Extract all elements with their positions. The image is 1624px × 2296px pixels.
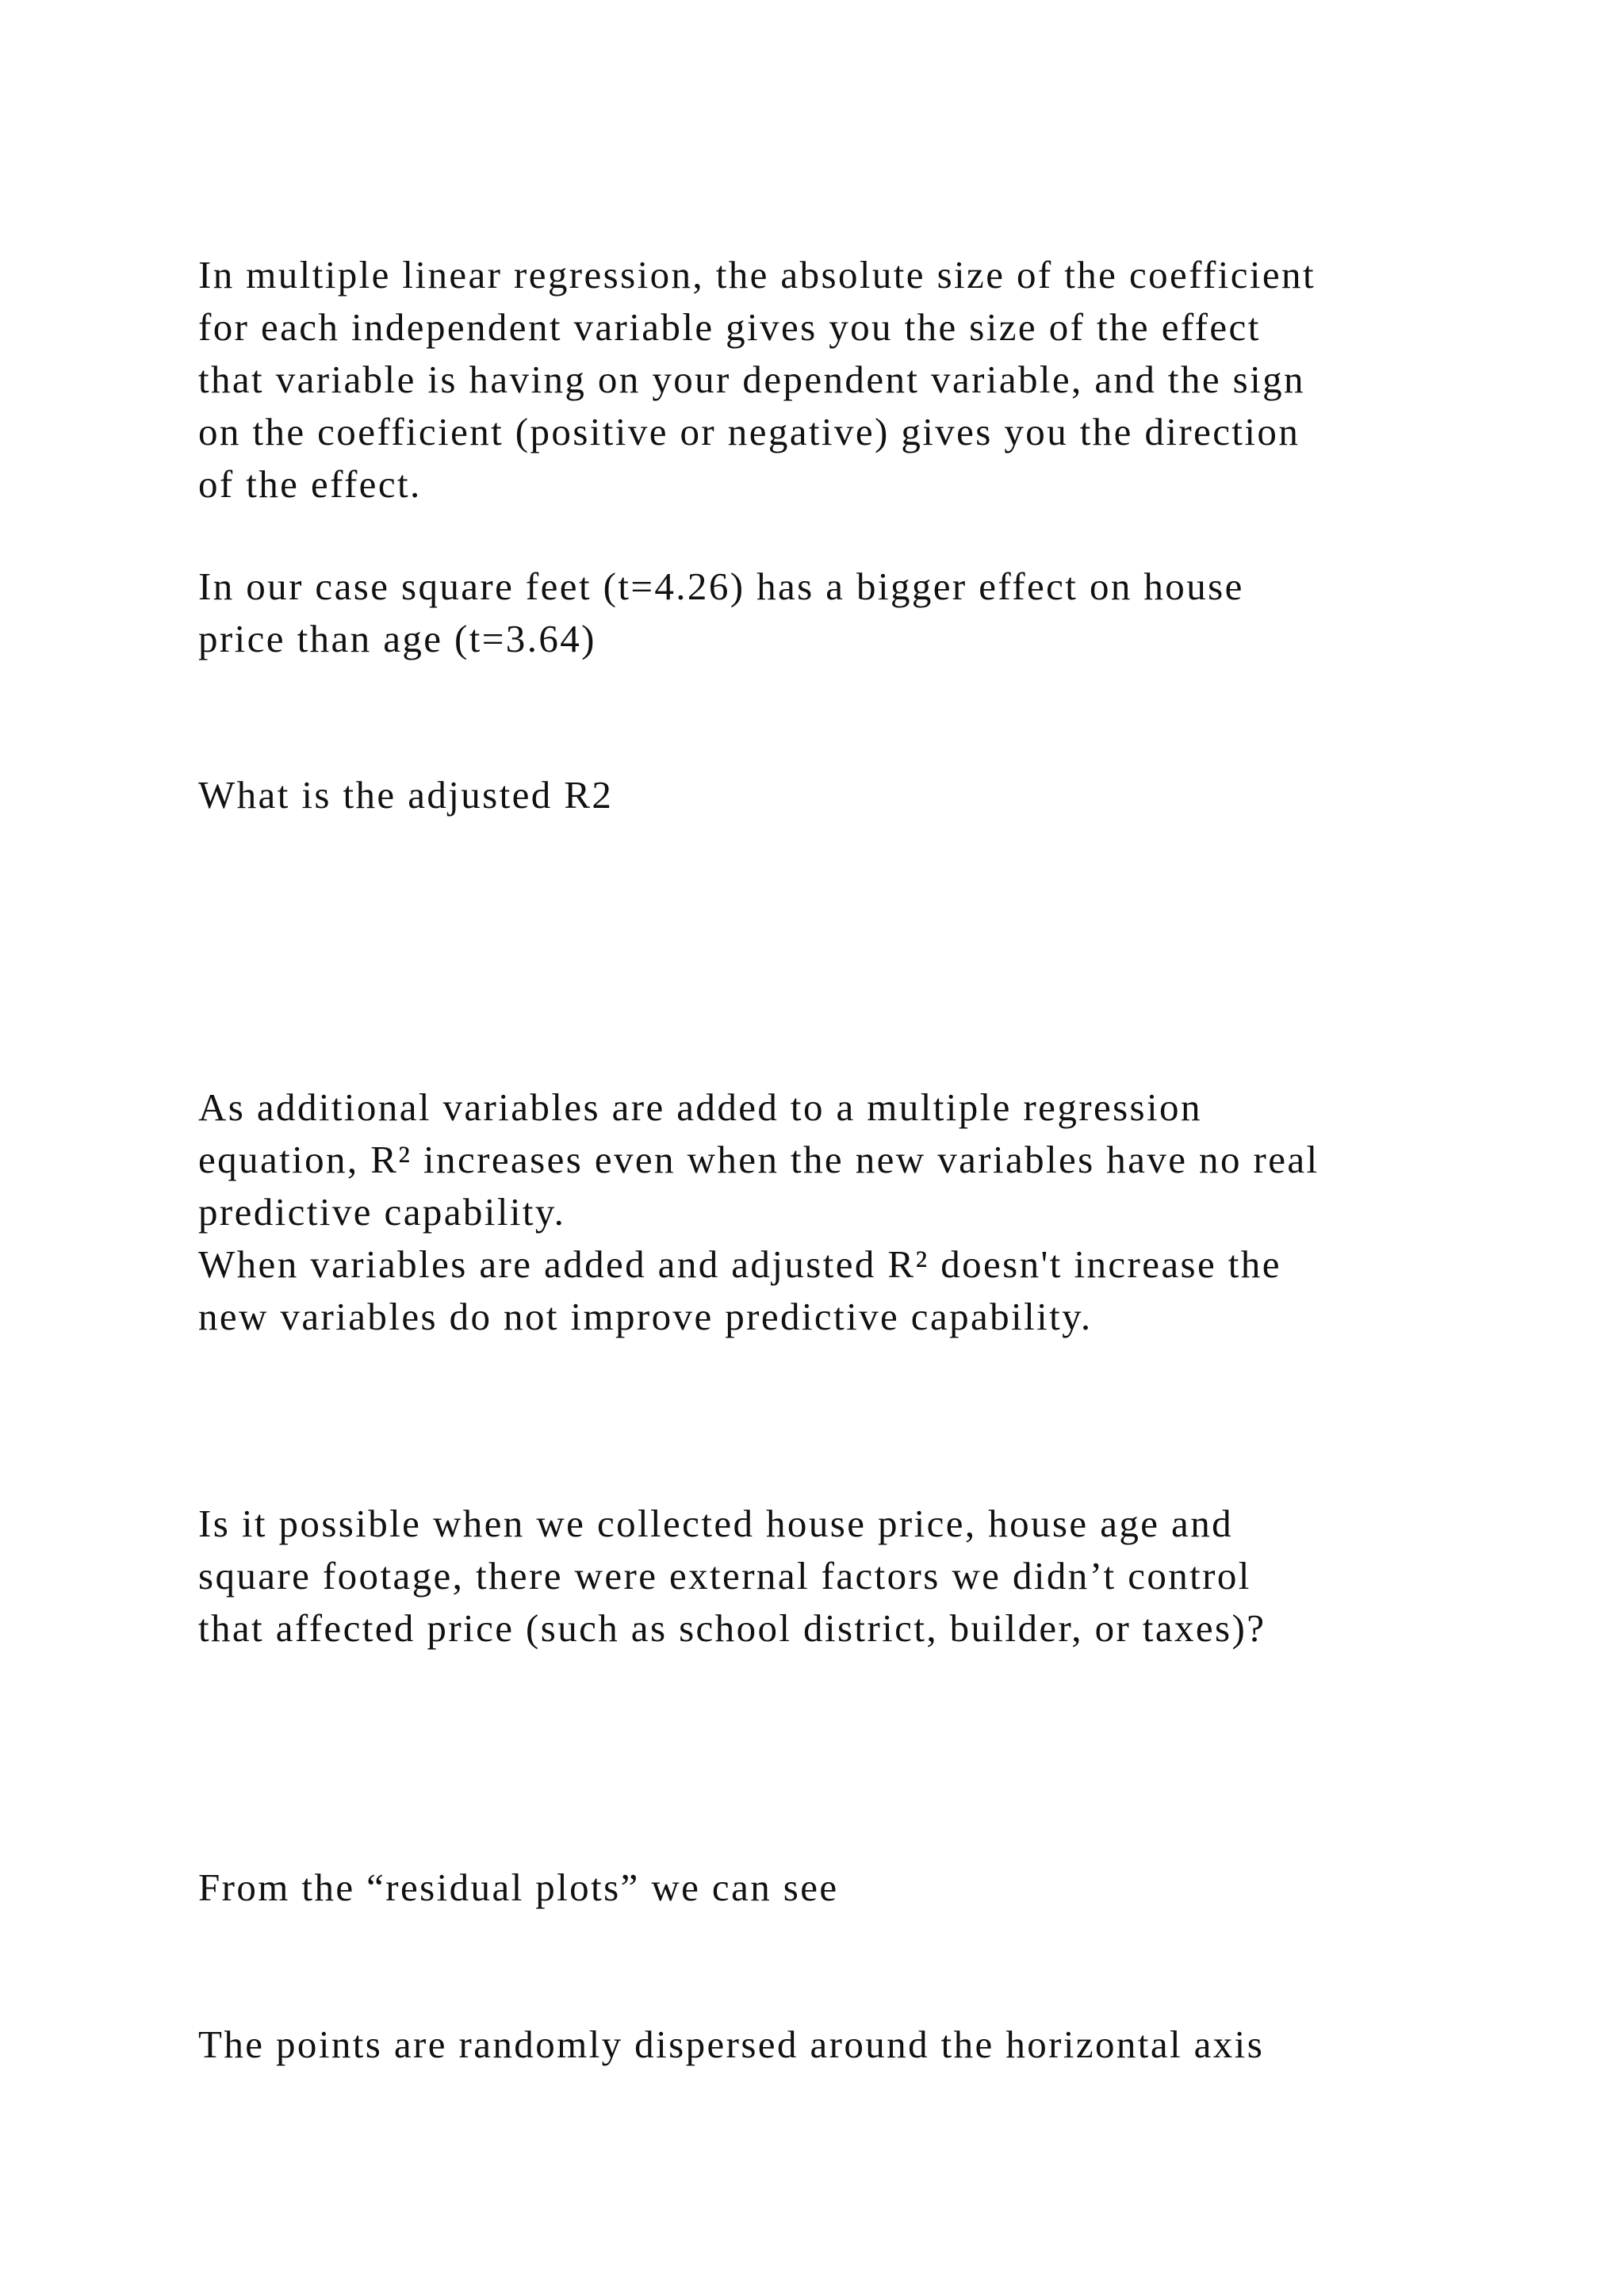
text-line: equation, R² increases even when the new variables have no real: [198, 1138, 1320, 1181]
text-line: When variables are added and adjusted R² doesn't increase the: [198, 1242, 1281, 1286]
text-line: of the effect.: [198, 462, 422, 506]
text-line: In multiple linear regression, the absolute size of the coefficient: [198, 253, 1316, 297]
paragraph-residual-plots: [198, 1862, 1562, 1914]
text-line: that affected price (such as school district, builder, or taxes)?: [198, 1606, 1266, 1650]
text-line: on the coefficient (positive or negative) gives you the direction: [198, 410, 1300, 453]
paragraph-external-factors-question: [198, 1498, 1562, 1655]
text-line: The points are randomly dispersed around the horizontal axis: [198, 2022, 1265, 2066]
text-line: In our case square feet (t=4.26) has a bigger effect on house: [198, 564, 1244, 608]
paragraph-points-dispersed: [198, 2019, 1562, 2071]
text-line: What is the adjusted R2: [198, 773, 614, 817]
paragraph-regression-coefficients: [198, 249, 1562, 511]
text-line: for each independent variable gives you the size of the effect: [198, 305, 1261, 349]
text-line: As additional variables are added to a multiple regression: [198, 1085, 1202, 1129]
text-line: price than age (t=3.64): [198, 617, 596, 660]
text-line: From the “residual plots” we can see: [198, 1866, 839, 1909]
text-line: that variable is having on your dependent variable, and the sign: [198, 358, 1305, 401]
paragraph-adjusted-r2-explanation: [198, 1081, 1562, 1343]
paragraph-adjusted-r2-question: [198, 769, 1562, 821]
text-line: Is it possible when we collected house price, house age and: [198, 1502, 1233, 1545]
text-line: new variables do not improve predictive capability.: [198, 1295, 1093, 1338]
text-line: square footage, there were external factors we didn’t control: [198, 1554, 1251, 1598]
text-line: predictive capability.: [198, 1190, 566, 1234]
paragraph-square-feet-vs-age: [198, 561, 1562, 665]
